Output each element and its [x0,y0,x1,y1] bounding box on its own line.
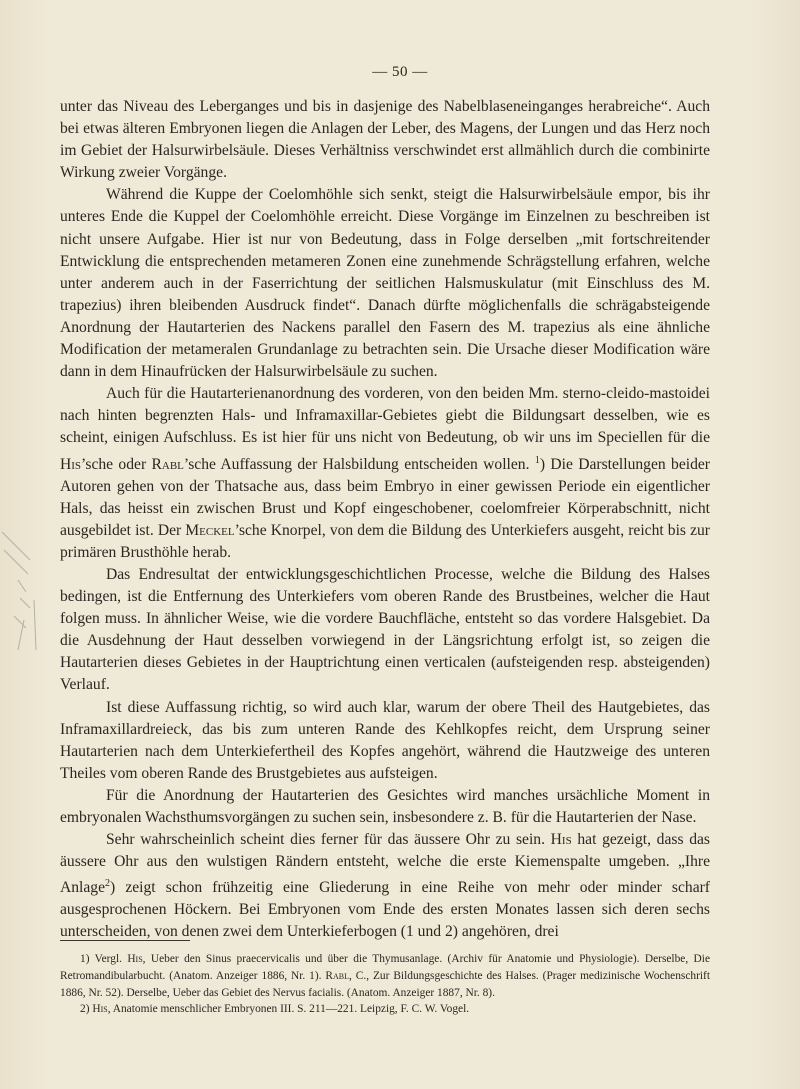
footnotes [60,951,710,1018]
text-run: 2) [80,1003,93,1016]
paragraph-4: Ist diese Auffassung richtig, so wird auch klar, warum der obere Theil des Hautgebietes, das Inframaxillardreieck, das bis zum unteren Rande des Kehlkopfes reicht, dem Ursprung seiner Hautarterien nach dem Unterkiefertheil des Kopfes angehört, während die Hautzweige des unteren Theiles vom oberen Rande des Brustgebietes aus aufsteigen. [60,698,710,782]
text-run: 1) Vergl. [80,953,128,965]
paragraph-2 [60,383,710,564]
text-run: , Ueber den Sinus praecervicalis und über die Thymusanlage. (Archiv für Anatomie und Physiologie). Derselbe, Die Retromandibularbucht. (Anatom. Anzeiger 1886, Nr. 1). [60,953,711,982]
text-run: Sehr wahrscheinlich scheint dies ferner für das äussere Ohr zu sein. [106,831,551,849]
paragraph-5: Für die Anordnung der Hautarterien des Gesichtes wird manches ursächliche Moment in embryonalen Wachsthumsvorgängen zu suchen sein, insbesondere z. B. für die Hautarterien der Nase. [60,786,710,826]
page-number: — 50 — [372,64,428,80]
text-run: ’sche Auffassung der Halsbildung entscheiden wollen. [183,455,535,473]
author-rabl: Rabl [151,455,184,473]
margin-stamp-mark [0,520,48,660]
text-run: ’sche Knorpel, von dem die Bildung des Unterkiefers ausgeht, reicht bis zur primären Brusthöhle herab. [60,521,710,561]
footnote-2 [60,1001,710,1018]
footnote-divider [60,940,190,941]
author-his: His [550,831,572,849]
paragraph-1: Während die Kuppe der Coelomhöhle sich senkt, steigt die Halsurwirbelsäule empor, bis ihr unteres Ende die Kuppel der Coelomhöhle erreicht. Diese Vorgänge im Einzelnen zu beschreiben ist nicht unsere Aufgabe. Hier ist nur von Bedeutung, dass in Folge derselben „mit fortschreitender Entwicklung die entsprechenden metameren Zonen eine zunehmende Schrägstellung erfahren, welche unter anderem auch in der Faserrichtung der seitlichen Halsmuskulatur (mit Einschluss des M. trapezius) ihren bleibenden Ausdruck findet“. Danach dürfte möglichenfalls die schrägabsteigende Anordnung der Hautarterien des Nackens parallel den Fasern des M. trapezius als eine ähnliche Modification der metameralen Grundanlage zu betrachten sein. Die Ursache dieser Modification wäre dann in dem Hinaufrücken der Halsurwirbelsäule zu suchen. [60,186,710,381]
author-his: His [60,455,82,473]
footnote-1 [60,951,710,1001]
author-his: His [92,1003,108,1016]
author-his: His [127,953,143,965]
text-run: ’sche oder [81,455,152,473]
paragraph-6 [60,829,710,943]
text-run: hat gezeigt, dass das äussere Ohr aus den wulstigen Rändern entsteht, welche die erste Kiemenspalte umgeben. „Ihre Anlage [60,831,710,897]
paragraph-0: unter das Niveau des Leberganges und bis in dasjenige des Nabelblaseneinganges herabreiche“. Auch bei etwas älteren Embryonen liegen die Anlagen der Leber, des Magens, der Lungen und das Herz noch im Gebiet der Halsurwirbelsäule. Dieses Verhältniss verschwindet erst allmählich durch die combinirte Wirkung zweier Vorgänge. [60,98,710,182]
text-run: ) Die Darstellungen beider Autoren gehen von der Thatsache aus, dass beim Embryo in einer gewissen Periode ein eigentlicher Hals, das heisst ein zwischen Brust und Kopf eingeschobener, coelomfreier Körperabschnitt, nicht ausgebildet ist. Der [60,455,710,539]
text-run: , Anatomie menschlicher Embryonen III. S. 211—221. Leipzig, F. C. W. Vogel. [107,1003,470,1016]
text-run: Auch für die Hautarterienanordnung des vorderen, von den beiden Mm. sterno-cleido-mastoidei nach hinten begrenzten Hals- und Inframaxillar-Gebietes giebt die Bildungsart desselben, wie es scheint, einigen Aufschluss. Es ist hier für uns nicht von Bedeutung, ob wir uns im Speciellen für die [60,385,710,447]
text-run: ) zeigt schon frühzeitig eine Gliederung in eine Reihe von mehr oder minder scharf ausgesprochenen Höckern. Bei Embryonen vom Ende des ersten Monates lassen sich deren sechs unterscheiden, von denen zwei dem Unterkieferbogen (1 und 2) angehören, drei [60,879,710,941]
text-run: , C., Zur Bildungsgeschichte des Halses. (Prager medizinische Wochenschrift 1886, Nr. 52). Derselbe, Ueber das Gebiet des Nervus facialis. (Anatom. Anzeiger 1887, Nr. 8). [60,969,711,999]
author-rabl: Rabl [325,969,350,982]
author-meckel: Meckel [185,521,235,539]
footnote-ref-2: 2 [105,878,111,890]
footnote-ref-1: 1 [534,454,540,466]
main-text [60,96,710,944]
paragraph-3: Das Endresultat der entwicklungsgeschichtlichen Processe, welche die Bildung des Halses bedingen, ist die Entfernung des Unterkiefers vom oberen Rande des Brustbeines, welcher die Haut folgen muss. In ähnlicher Weise, wie die vordere Bauchfläche, entsteht so das vordere Halsgebiet. Da die Ausdehnung der Haut desselben vorwiegend in der Längsrichtung erfolgt ist, so zeigen die Hautarterien dieses Gebietes in der Hauptrichtung einen verticalen (aufsteigenden resp. absteigenden) Verlauf. [60,565,710,694]
